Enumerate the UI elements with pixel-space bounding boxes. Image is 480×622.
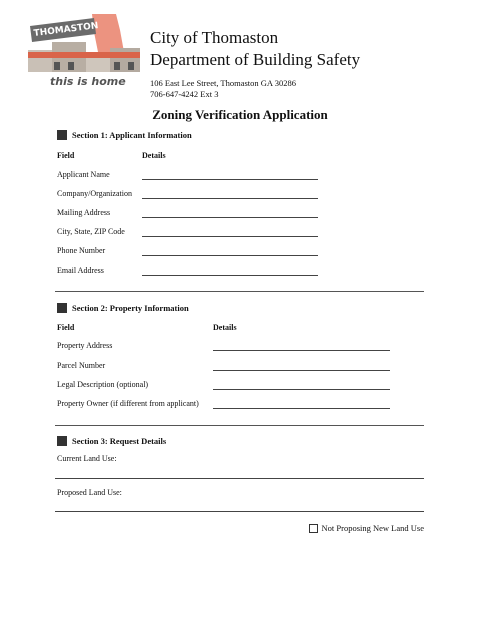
field-label-phone: Phone Number <box>57 246 106 255</box>
field-label-company: Company/Organization <box>57 189 132 198</box>
field-label-property-owner: Property Owner (if different from applicant) <box>57 399 199 408</box>
section3-title: Section 3: Request Details <box>72 436 167 446</box>
not-proposing-checkbox[interactable] <box>309 523 424 533</box>
section1-col-field: Field <box>57 151 75 160</box>
field-phone[interactable] <box>142 255 318 256</box>
org-address: 106 East Lee Street, Thomaston GA 30286 <box>150 78 296 88</box>
city-logo <box>24 12 148 92</box>
logo-tagline: this is home <box>50 75 126 88</box>
field-email[interactable] <box>142 275 318 276</box>
field-label-mailing-address: Mailing Address <box>57 208 111 217</box>
section3-heading <box>57 436 166 446</box>
section-square-icon <box>57 436 67 446</box>
section1-heading <box>57 130 192 140</box>
org-name-line2: Department of Building Safety <box>150 50 361 69</box>
section2-col-field: Field <box>57 323 75 332</box>
field-company[interactable] <box>142 198 318 199</box>
section-divider <box>55 291 424 292</box>
field-property-owner[interactable] <box>213 408 390 409</box>
field-label-legal-description: Legal Description (optional) <box>57 380 149 389</box>
field-label-parcel-number: Parcel Number <box>57 361 106 370</box>
field-label-email: Email Address <box>57 266 104 275</box>
section-divider <box>55 425 424 426</box>
field-legal-description[interactable] <box>213 389 390 390</box>
section-square-icon <box>57 130 67 140</box>
form-title: Zoning Verification Application <box>152 107 328 122</box>
checkbox-icon[interactable] <box>309 524 318 533</box>
section2-col-details: Details <box>213 323 237 332</box>
field-label-city-state-zip: City, State, ZIP Code <box>57 227 125 236</box>
section2-heading <box>57 303 189 313</box>
current-land-use-field[interactable] <box>55 478 424 479</box>
not-proposing-label: Not Proposing New Land Use <box>321 523 424 533</box>
field-label-applicant-name: Applicant Name <box>57 170 110 179</box>
logo-sign-text: THOMASTON <box>33 21 99 39</box>
field-applicant-name[interactable] <box>142 179 318 180</box>
field-property-address[interactable] <box>213 350 390 351</box>
proposed-land-use-label: Proposed Land Use: <box>57 488 122 497</box>
field-parcel-number[interactable] <box>213 370 390 371</box>
section-square-icon <box>57 303 67 313</box>
org-phone: 706-647-4242 Ext 3 <box>150 89 219 99</box>
field-mailing-address[interactable] <box>142 217 318 218</box>
section1-title: Section 1: Applicant Information <box>72 130 192 140</box>
section1-col-details: Details <box>142 151 166 160</box>
current-land-use-label: Current Land Use: <box>57 454 117 463</box>
field-label-property-address: Property Address <box>57 341 113 350</box>
section2-title: Section 2: Property Information <box>72 303 189 313</box>
org-name-line1: City of Thomaston <box>150 28 279 47</box>
proposed-land-use-field[interactable] <box>55 511 424 512</box>
field-city-state-zip[interactable] <box>142 236 318 237</box>
